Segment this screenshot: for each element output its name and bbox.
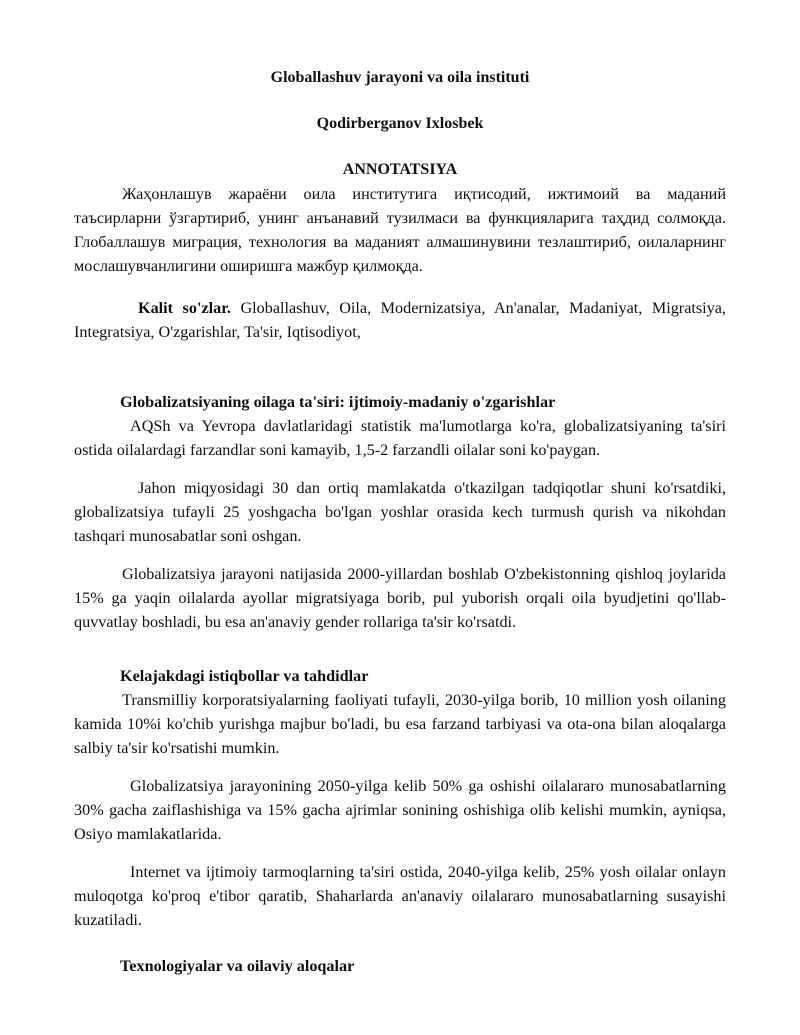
document-page	[74, 60, 726, 978]
annotation-heading: ANNOTATSIYA	[342, 161, 458, 178]
keywords-label: Kalit so'zlar.	[138, 299, 231, 317]
section-2-paragraph-2: Globalizatsiya jarayonining 2050-yilga kelib 50% ga oshishi oilalararo munosabatlarning 30% gacha zaiflashishiga va 15% gacha ajrimlar sonining oshishiga olib kelishi mumkin, ayniqsa, Osiyo mamlakatlarida.	[74, 777, 726, 843]
author-name: Qodirberganov Ixlosbek	[316, 115, 484, 132]
section-2-paragraph-3: Internet va ijtimoiy tarmoqlarning ta'siri ostida, 2040-yilga kelib, 25% yosh oilalar onlayn muloqotga ko'proq e'tibor qaratib, Shaharlarda an'anaviy oilalararo munosabatlarning susayishi kuzatiladi.	[74, 863, 726, 929]
section-1-paragraph-1: AQSh va Yevropa davlatlaridagi statistik ma'lumotlarga ko'ra, globalizatsiyaning ta'siri ostida oilalardagi farzandlar soni kamayib, 1,5-2 farzandli oilalar soni ko'paygan.	[74, 417, 726, 459]
document-title: Globallashuv jarayoni va oila instituti	[270, 69, 530, 86]
section-1-paragraph-2: Jahon miqyosidagi 30 dan ortiq mamlakatda o'tkazilgan tadqiqotlar shuni ko'rsatdiki, globalizatsiya tufayli 25 yoshgacha bo'lgan yoshlar orasida kech turmush qurish va nikohdan tashqari munosabatlar soni oshgan.	[74, 479, 726, 545]
keywords-paragraph	[74, 296, 726, 344]
section-2-paragraph-1: Transmilliy korporatsiyalarning faoliyati tufayli, 2030-yilga borib, 10 million yosh oilaning kamida 10%i ko'chib yurishga majbur bo'ladi, bu esa farzand tarbiyasi va ota-ona bilan aloqalarga salbiy ta'sir ko'rsatishi mumkin.	[74, 691, 726, 757]
section-heading-globalization-impact: Globalizatsiyaning oilaga ta'siri: ijtimoiy-madaniy o'zgarishlar	[120, 393, 556, 411]
annotation-paragraph: Жаҳонлашув жараёни оила институтига иқтисодий, ижтимоий ва маданий таъсирларни ўзгартириб, унинг анъанавий тузилмаси ва функцияларига таҳдид солмоқда. Глобаллашув миграция, технология ва маданият алмашинувини тезлаштириб, оилаларнинг мослашувчанлигини оширишга мажбур қилмоқда.	[74, 185, 726, 275]
section-1-paragraph-3: Globalizatsiya jarayoni natijasida 2000-yillardan boshlab O'zbekistonning qishloq joylarida 15% ga yaqin oilalarda ayollar migratsiyaga borib, pul yuborish orqali oila byudjetini qo'llab-quvvatlay boshladi, bu esa an'anaviy gender rollariga ta'sir ko'rsatdi.	[74, 565, 726, 631]
section-heading-technology-family: Texnologiyalar va oilaviy aloqalar	[120, 957, 355, 975]
keywords-list: Globallashuv, Oila, Modernizatsiya, An'analar, Madaniyat, Migratsiya, Integratsiya, O'zgarishlar, Ta'sir, Iqtisodiyot,	[74, 299, 726, 341]
section-heading-future-prospects: Kelajakdagi istiqbollar va tahdidlar	[120, 667, 369, 685]
